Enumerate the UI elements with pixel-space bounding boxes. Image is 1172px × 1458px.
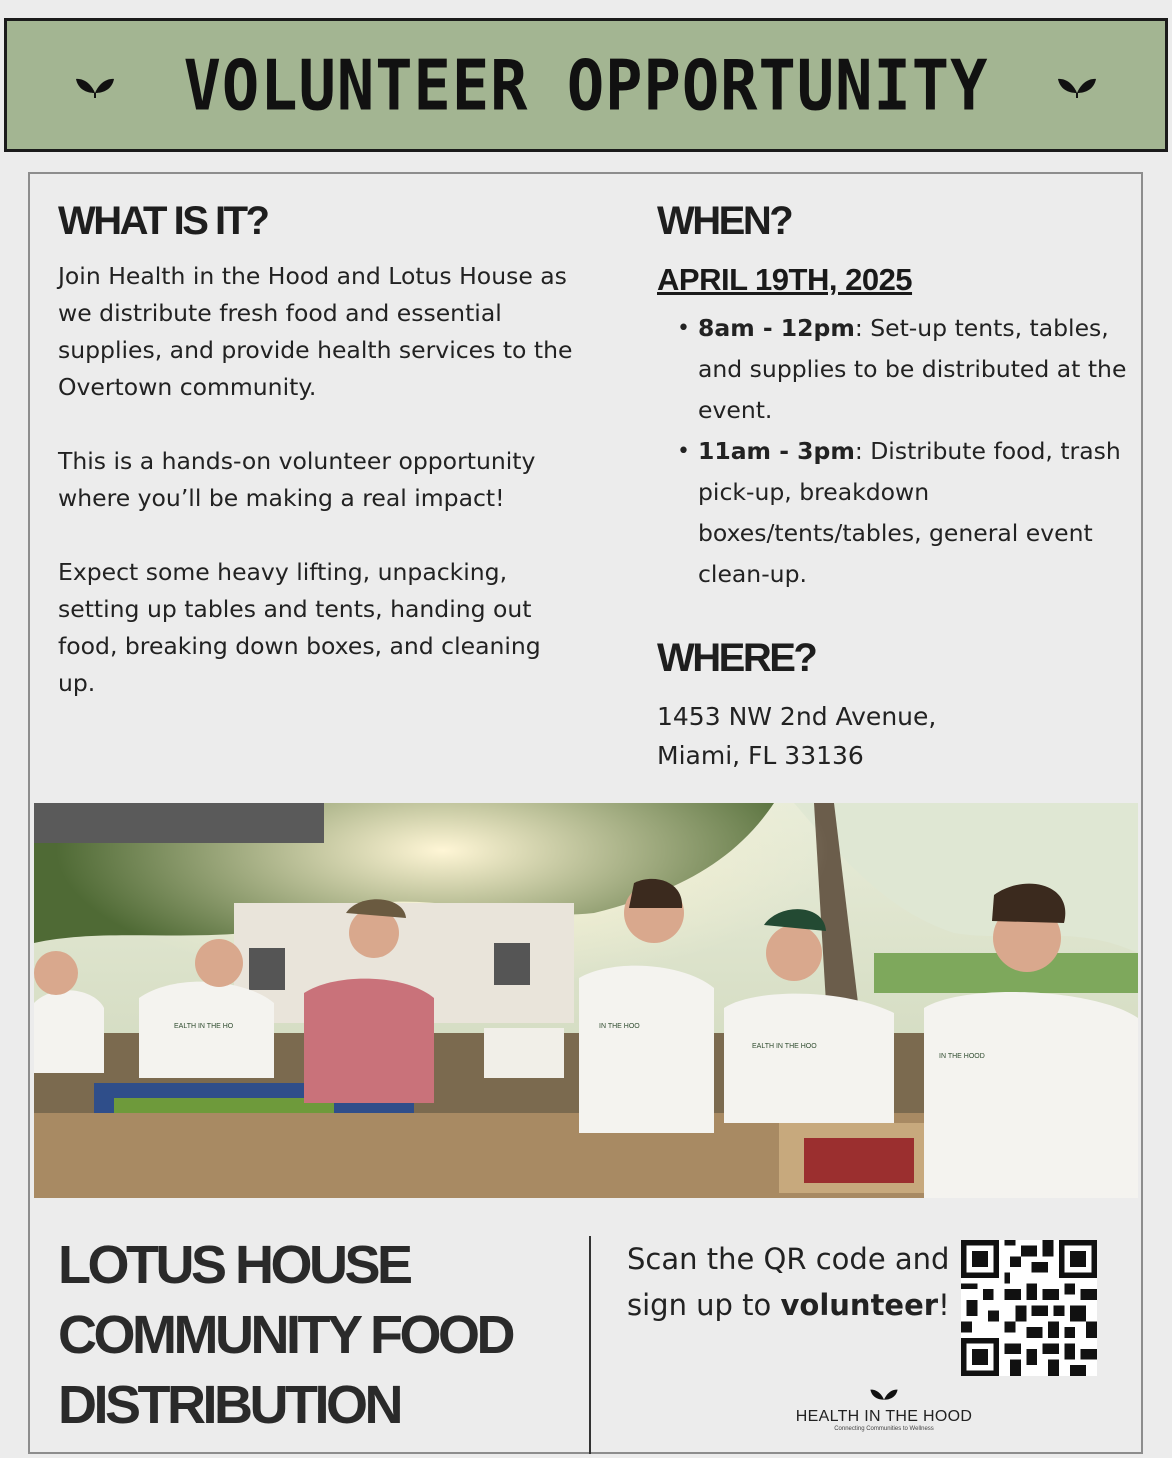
address-line: Miami, FL 33136 (657, 741, 864, 770)
shift-description: : Set-up tents, tables, and supplies to be distributed at the event. (698, 314, 1127, 424)
event-title (58, 1230, 578, 1440)
event-title-line: COMMUNITY FOOD (58, 1305, 512, 1365)
qr-code[interactable] (961, 1240, 1097, 1376)
banner-title: VOLUNTEER OPPORTUNITY (183, 44, 989, 126)
leaf-icon (74, 71, 116, 99)
cta-exclamation: ! (938, 1288, 950, 1322)
signup-cta (627, 1236, 957, 1328)
shift-item (677, 308, 1137, 431)
where-heading: WHERE? (657, 636, 816, 680)
shirt-text: EALTH IN THE HO (174, 1023, 234, 1030)
what-paragraph: This is a hands-on volunteer opportunity where you’ll be making a real impact! (58, 447, 536, 512)
leaf-logo-icon (864, 1384, 904, 1404)
what-paragraph: Join Health in the Hood and Lotus House as we distribute fresh food and essential supplies, and provide health services to the Overtown community. (58, 262, 573, 401)
volunteers-photo (34, 803, 1138, 1198)
title-banner (4, 18, 1168, 152)
shift-description: : Distribute food, trash pick-up, breakdown boxes/tents/tables, general event clean-up. (698, 437, 1121, 588)
brand-logo (784, 1384, 984, 1432)
address (657, 697, 1137, 775)
brand-tagline: Connecting Communities to Wellness (834, 1426, 934, 1432)
what-heading: WHAT IS IT? (58, 199, 268, 243)
event-title-line: LOTUS HOUSE (58, 1235, 410, 1295)
shirt-text: EALTH IN THE HOO (752, 1043, 817, 1050)
what-section (58, 196, 578, 702)
shirt-text: IN THE HOO (599, 1023, 640, 1030)
shift-time: 11am - 3pm (698, 437, 855, 465)
leaf-icon (1056, 71, 1098, 99)
address-line: 1453 NW 2nd Avenue, (657, 702, 937, 731)
shirt-text: IN THE HOOD (939, 1053, 985, 1060)
vertical-divider (589, 1236, 591, 1454)
cta-text: Scan the QR code and sign up to (627, 1242, 950, 1322)
shift-item (677, 431, 1137, 595)
shift-time: 8am - 12pm (698, 314, 855, 342)
shift-list (657, 308, 1137, 595)
when-heading: WHEN? (657, 199, 792, 243)
event-title-line: DISTRIBUTION (58, 1375, 400, 1435)
what-paragraph: Expect some heavy lifting, unpacking, setting up tables and tents, handing out food, breaking down boxes, and cleaning up. (58, 558, 541, 697)
when-where-section (657, 196, 1137, 775)
brand-name: HEALTH IN THE HOOD (795, 1408, 973, 1425)
cta-volunteer-word: volunteer (780, 1288, 939, 1322)
event-date: APRIL 19TH, 2025 (657, 262, 913, 297)
